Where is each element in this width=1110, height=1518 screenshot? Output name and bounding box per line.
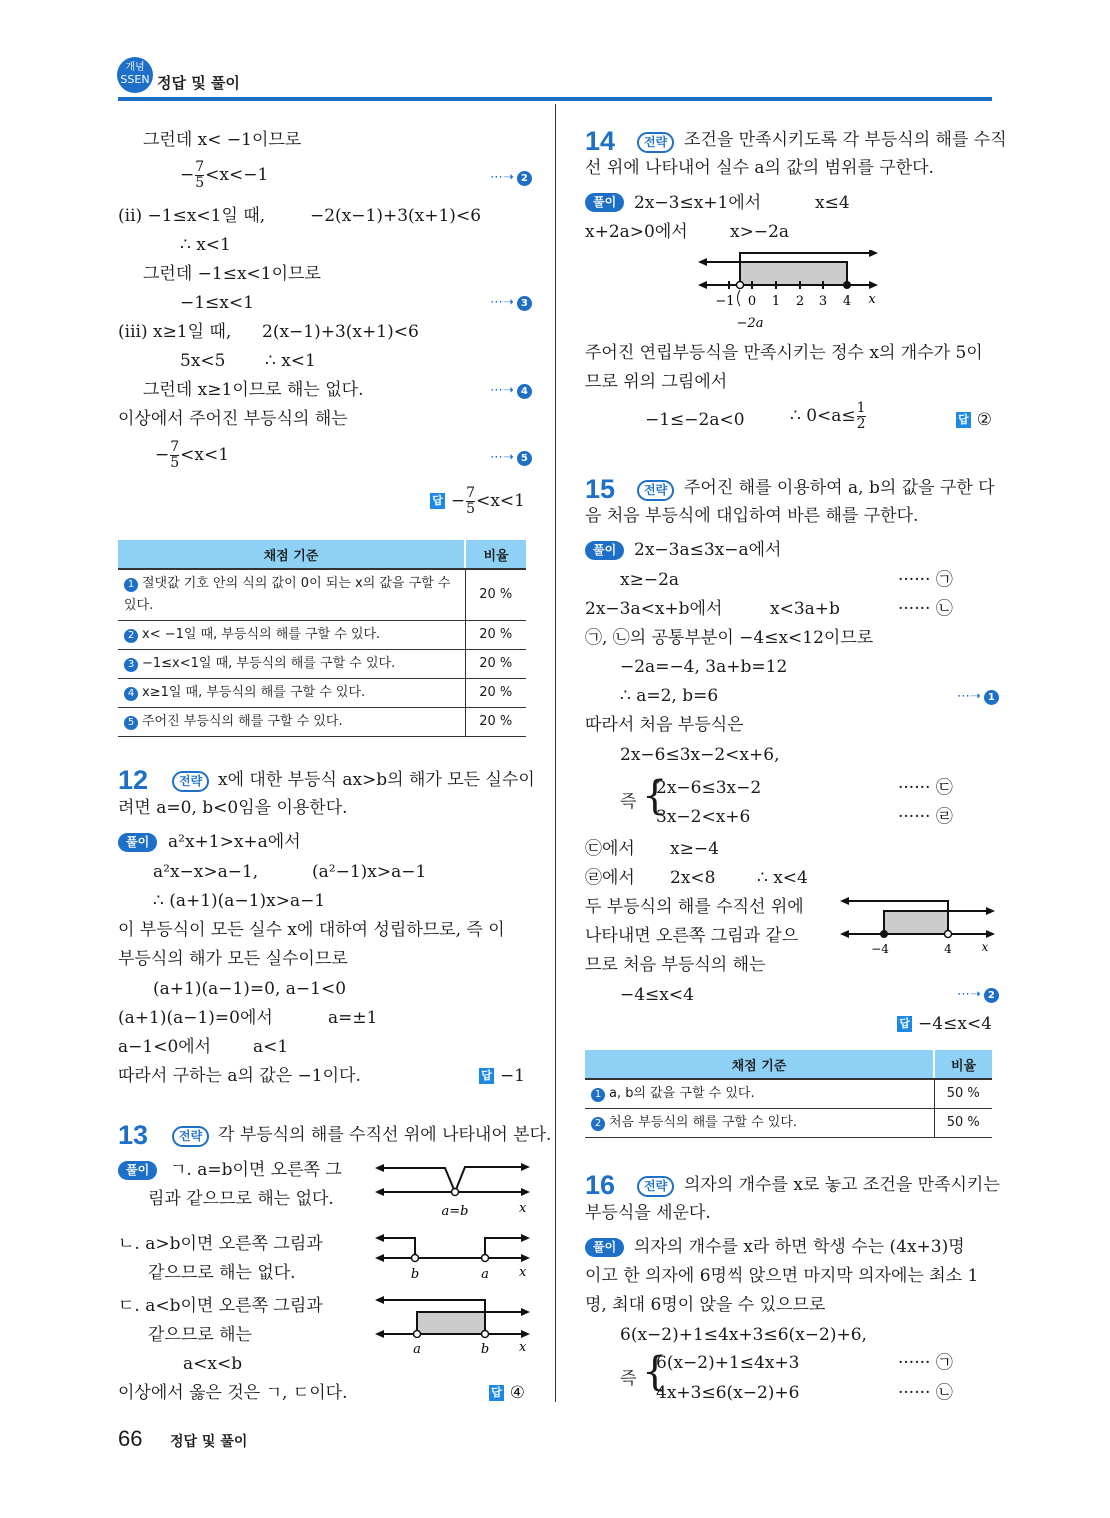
label-a: a (481, 1267, 489, 1282)
logo (117, 57, 153, 93)
line: 2(x−1)+3(x+1)<6 (262, 322, 419, 342)
marker-num: 3 (517, 296, 532, 311)
num: 1 (591, 1088, 605, 1102)
strategy-badge: 전략 (637, 132, 674, 153)
criteria: 주어진 부등식의 해를 구할 수 있다. (142, 714, 343, 729)
answer (956, 409, 992, 431)
line: −1≤x<1 (180, 293, 254, 313)
line: −4≤x<4 (620, 985, 694, 1005)
line: 6(x−2)+1≤4x+3 (656, 1353, 800, 1373)
label: a=b (441, 1204, 469, 1219)
line: a=±1 (328, 1008, 378, 1028)
number-line-figure (698, 250, 883, 335)
brace: { (642, 1349, 668, 1395)
ratio: 20 % (465, 708, 526, 737)
line: 주어진 해를 이용하여 a, b의 값을 구한 다 (684, 478, 995, 498)
tag: ······ ㉠ (898, 1353, 953, 1373)
column-divider (555, 104, 556, 1402)
step-marker: ⋯➝ 3 (490, 295, 532, 311)
axis-label: x (519, 1265, 527, 1280)
numerator: 1 (856, 400, 866, 416)
problem-number: 12 (118, 765, 149, 795)
solution-badge: 풀이 (118, 1161, 157, 1180)
problem-number: 14 (585, 126, 616, 156)
line: −2a=−4, 3a+b=12 (620, 657, 788, 677)
scoring-table (118, 540, 526, 737)
criteria: 절댓값 기호 안의 식의 값이 0이 되는 x의 값을 구할 수 있다. (124, 576, 451, 613)
line: 2x−3a≤3x−a에서 (634, 540, 782, 560)
line: a<x<b (183, 1354, 243, 1374)
line (155, 440, 229, 471)
denominator: 2 (856, 416, 866, 432)
axis-label: x (519, 1201, 527, 1216)
line: a<1 (253, 1037, 289, 1057)
tick-label: 0 (747, 294, 757, 309)
criteria: a, b의 값을 구할 수 있다. (609, 1086, 755, 1101)
axis-label: x (981, 940, 989, 954)
line: x>−2a (730, 222, 790, 242)
line: 2x−6≤3x−2<x+6, (620, 745, 780, 765)
answer (479, 1065, 525, 1087)
line: −2(x−1)+3(x+1)<6 (310, 206, 482, 226)
line: ㄷ. a<b이면 오른쪽 그림과 (118, 1296, 323, 1316)
numerator: 7 (170, 439, 180, 455)
problem-number: 15 (585, 474, 616, 504)
num: 1 (124, 578, 138, 592)
problem-number: 16 (585, 1170, 616, 1200)
line: ∴ x<1 (180, 235, 231, 255)
step-marker: ⋯➝ 5 (490, 450, 532, 466)
line: ㉢에서 (585, 839, 635, 859)
step-marker: ⋯➝ 1 (957, 689, 999, 705)
line: a−1<0에서 (118, 1037, 212, 1057)
tick-label: 2 (795, 294, 805, 309)
table-row (118, 679, 526, 708)
line: x+2a>0에서 (585, 222, 688, 242)
line: (a+1)(a−1)=0, a−1<0 (153, 979, 347, 999)
tick-label: −1 (715, 294, 735, 309)
line: 그런데 x< −1이므로 (143, 130, 302, 150)
label-b: b (410, 1267, 420, 1282)
logo-bottom: SSEN (120, 73, 150, 86)
line: 즉 (620, 1369, 637, 1389)
line: 림과 같으므로 해는 없다. (148, 1189, 334, 1209)
line: 이상에서 주어진 부등식의 해는 (118, 409, 348, 429)
t: <x<1 (476, 491, 525, 511)
answer-badge: 답 (491, 1386, 502, 1399)
logo-top: 개념 (125, 62, 145, 73)
line: 그런데 −1≤x<1이므로 (143, 264, 321, 284)
line (790, 401, 867, 432)
strategy-badge: 전략 (172, 771, 209, 792)
line: ㉣에서 (585, 868, 635, 888)
line: 따라서 처음 부등식은 (585, 715, 744, 735)
num: 3 (124, 658, 138, 672)
line: 선 위에 나타내어 실수 a의 값의 범위를 구한다. (585, 158, 934, 178)
header-ratio: 비율 (465, 540, 526, 569)
line: a²x+1>x+a에서 (168, 832, 301, 852)
line: (a²−1)x>a−1 (312, 862, 427, 882)
tick-label: 3 (818, 294, 828, 309)
numerator: 7 (466, 485, 476, 501)
line: 2x<8 (670, 868, 716, 888)
line: ∴ a=2, b=6 (620, 686, 719, 706)
t: − (180, 165, 195, 185)
marker-num: 5 (517, 451, 532, 466)
header-rule (118, 97, 992, 101)
line: 이 부등식이 모든 실수 x에 대하여 성립하므로, 즉 이 (118, 920, 505, 940)
scoring-table (585, 1050, 992, 1138)
table-row (585, 1079, 992, 1109)
answer-value: ④ (509, 1383, 525, 1403)
answer-badge: 답 (432, 494, 443, 507)
table-row (585, 1109, 992, 1138)
t: ∴ 0<a≤ (790, 406, 856, 426)
number-line-figure (840, 895, 995, 960)
solution-badge: 풀이 (585, 1238, 624, 1257)
answer-value: −4≤x<4 (918, 1014, 992, 1034)
line: 주어진 연립부등식을 만족시키는 정수 x의 개수가 5이 (585, 343, 983, 363)
line: 조건을 만족시키도록 각 부등식의 해를 수직 (684, 130, 1007, 150)
t: − (450, 491, 466, 511)
line: (iii) x≥1일 때, (118, 322, 232, 342)
step-marker: ⋯➝ 4 (490, 383, 532, 399)
line: ㉠, ㉡의 공통부분이 −4≤x<12이므로 (585, 628, 874, 648)
denominator: 5 (466, 501, 476, 517)
ratio: 20 % (465, 621, 526, 650)
label-a: a (413, 1342, 421, 1357)
footer-title: 정답 및 풀이 (170, 1434, 248, 1450)
marker-num: 4 (517, 384, 532, 399)
ratio: 20 % (465, 569, 526, 621)
num: 2 (124, 629, 138, 643)
solution-badge: 풀이 (585, 541, 624, 560)
marker-num: 1 (984, 690, 999, 705)
header-title: 정답 및 풀이 (157, 74, 240, 92)
ratio: 20 % (465, 650, 526, 679)
line: 부등식을 세운다. (585, 1203, 711, 1223)
num: 4 (124, 687, 138, 701)
line: 려면 a=0, b<0임을 이용한다. (118, 798, 348, 818)
strategy-badge: 전략 (172, 1126, 209, 1147)
t: <x<1 (180, 445, 230, 465)
step-marker: ⋯➝ 2 (490, 170, 532, 186)
line: 이상에서 옳은 것은 ㄱ, ㄷ이다. (118, 1383, 348, 1403)
label-right: 4 (944, 942, 952, 956)
tag: ······ ㉠ (898, 570, 953, 590)
table-row (118, 569, 526, 621)
point-label: −2a (736, 316, 764, 331)
header-ratio: 비율 (934, 1050, 992, 1079)
criteria: −1≤x<1일 때, 부등식의 해를 구할 수 있다. (142, 656, 396, 671)
line: 6(x−2)+1≤4x+3≤6(x−2)+6, (620, 1325, 867, 1345)
denominator: 5 (170, 455, 180, 471)
line: x<3a+b (770, 599, 840, 619)
step-marker: ⋯➝ 2 (957, 987, 999, 1003)
criteria: 처음 부등식의 해를 구할 수 있다. (609, 1115, 798, 1130)
line: 명, 최대 6명이 앉을 수 있으므로 (585, 1295, 826, 1315)
answer (489, 1382, 525, 1404)
fraction (857, 401, 866, 432)
line: x에 대한 부등식 ax>b의 해가 모든 실수이 (218, 770, 535, 790)
criteria: x< −1일 때, 부등식의 해를 구할 수 있다. (142, 627, 381, 642)
line: ㄱ. a=b이면 오른쪽 그 (170, 1160, 342, 1180)
ratio: 50 % (934, 1109, 992, 1138)
line: 2x−3a<x+b에서 (585, 599, 723, 619)
line: x≥−4 (670, 839, 719, 859)
line: 같으므로 해는 없다. (148, 1263, 296, 1283)
table-row (118, 621, 526, 650)
line: 두 부등식의 해를 수직선 위에 (585, 897, 804, 917)
fraction (466, 486, 475, 517)
t: <x<−1 (205, 165, 269, 185)
line: x≥−2a (620, 570, 680, 590)
answer-badge: 답 (481, 1069, 492, 1082)
num: 2 (591, 1117, 605, 1131)
line: 나타내면 오른쪽 그림과 같으 (585, 926, 799, 946)
line: 2x−3≤x+1에서 (634, 193, 762, 213)
line: ∴ (a+1)(a−1)x>a−1 (153, 891, 326, 911)
number-line-figure-1 (375, 1155, 530, 1220)
line: 4x+3≤6(x−2)+6 (656, 1383, 800, 1403)
line: 이고 한 의자에 6명씩 앉으면 마지막 의자에는 최소 1 (585, 1266, 979, 1286)
line: 의자의 개수를 x라 하면 학생 수는 (4x+3)명 (634, 1237, 965, 1257)
line: 므로 처음 부등식의 해는 (585, 955, 766, 975)
line: 2x−6≤3x−2 (656, 778, 762, 798)
label-left: −4 (871, 942, 889, 956)
answer-value: ② (976, 410, 992, 430)
line: −1≤−2a<0 (645, 410, 745, 430)
marker-num: 2 (517, 171, 532, 186)
line: a²x−x>a−1, (153, 862, 259, 882)
header-criteria: 채점 기준 (585, 1050, 934, 1079)
numerator: 7 (195, 159, 205, 175)
table-row (118, 650, 526, 679)
fraction (195, 160, 204, 191)
criteria: x≥1일 때, 부등식의 해를 구할 수 있다. (142, 685, 366, 700)
tag: ······ ㉢ (898, 778, 953, 798)
line: x≤4 (815, 193, 850, 213)
line: 각 부등식의 해를 수직선 위에 나타내어 본다. (218, 1125, 552, 1145)
line: 그런데 x≥1이므로 해는 없다. (143, 380, 364, 400)
page-number: 66 (118, 1426, 143, 1451)
line: 음 처음 부등식에 대입하여 바른 해를 구한다. (585, 506, 919, 526)
solution-badge: 풀이 (585, 193, 624, 212)
strategy-badge: 전략 (637, 480, 674, 501)
num: 5 (124, 716, 138, 730)
line: 3x−2<x+6 (656, 807, 751, 827)
line: 같으므로 해는 (148, 1325, 252, 1345)
number-line-figure-2 (375, 1228, 530, 1283)
line: 따라서 구하는 a의 값은 −1이다. (118, 1066, 361, 1086)
t: − (155, 445, 170, 465)
tick-label: 4 (842, 294, 852, 309)
tag: ······ ㉡ (898, 599, 953, 619)
line (180, 160, 268, 191)
brace: { (642, 773, 668, 819)
line: 므로 위의 그림에서 (585, 372, 728, 392)
line: 부등식의 해가 모든 실수이므로 (118, 949, 348, 969)
line: (a+1)(a−1)=0에서 (118, 1008, 273, 1028)
line: (ii) −1≤x<1일 때, (118, 206, 266, 226)
tag: ······ ㉣ (898, 807, 953, 827)
answer-value: −1 (499, 1066, 525, 1086)
solution-badge: 풀이 (118, 833, 157, 852)
line: ∴ x<4 (757, 868, 808, 888)
table-row (118, 708, 526, 737)
line: ∴ x<1 (265, 351, 316, 371)
denominator: 5 (195, 175, 205, 191)
number-line-figure-3 (375, 1290, 530, 1360)
tag: ······ ㉡ (898, 1383, 953, 1403)
label-b: b (480, 1342, 490, 1357)
line: 5x<5 (180, 351, 226, 371)
header-criteria: 채점 기준 (118, 540, 465, 569)
axis-label: x (519, 1340, 527, 1355)
answer (430, 486, 525, 517)
tick-label: 1 (771, 294, 781, 309)
answer (897, 1013, 992, 1035)
ratio: 50 % (934, 1079, 992, 1109)
line: ㄴ. a>b이면 오른쪽 그림과 (118, 1234, 323, 1254)
axis-label: x (868, 292, 876, 307)
answer-badge: 답 (958, 413, 969, 426)
marker-num: 2 (984, 988, 999, 1003)
ratio: 20 % (465, 679, 526, 708)
problem-number: 13 (118, 1120, 149, 1150)
answer-badge: 답 (899, 1017, 911, 1030)
fraction (170, 440, 179, 471)
line: 즉 (620, 792, 637, 812)
strategy-badge: 전략 (637, 1176, 674, 1197)
line: 의자의 개수를 x로 놓고 조건을 만족시키는 (684, 1175, 1000, 1195)
